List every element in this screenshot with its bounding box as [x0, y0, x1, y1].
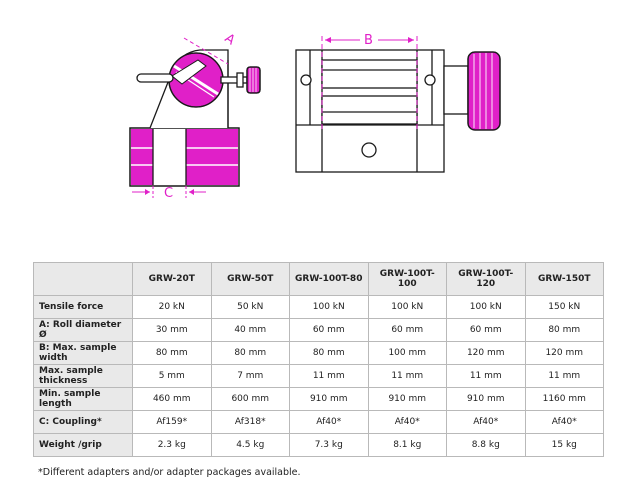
dimension-c [132, 186, 206, 201]
table-cell: Af40* [525, 411, 604, 434]
side-view [130, 50, 260, 186]
dim-c-label: C [164, 186, 174, 201]
table-cell: 100 kN [368, 296, 447, 319]
table-cell: 15 kg [525, 434, 604, 457]
table-cell: 120 mm [525, 342, 604, 365]
row-label: Min. sample length [34, 388, 133, 411]
table-cell: Af40* [368, 411, 447, 434]
table-cell: 60 mm [290, 319, 369, 342]
table-cell: 910 mm [447, 388, 526, 411]
table-cell: 910 mm [368, 388, 447, 411]
table-header-row [34, 263, 604, 296]
table-cell: 8.1 kg [368, 434, 447, 457]
table-row [34, 388, 604, 411]
table-cell: Af318* [211, 411, 290, 434]
table-cell: 11 mm [525, 365, 604, 388]
footnote: *Different adapters and/or adapter packages available. [38, 467, 301, 478]
table-row [34, 365, 604, 388]
table-cell: 30 mm [133, 319, 212, 342]
column-header [34, 263, 133, 296]
table-cell: Af40* [447, 411, 526, 434]
row-label: C: Coupling* [34, 411, 133, 434]
row-label: A: Roll diameter Ø [34, 319, 133, 342]
table-cell: 40 mm [211, 319, 290, 342]
table-cell: 80 mm [211, 342, 290, 365]
table-cell: 11 mm [368, 365, 447, 388]
table-cell: 910 mm [290, 388, 369, 411]
table-cell: 120 mm [447, 342, 526, 365]
front-view [296, 50, 500, 172]
table-cell: 5 mm [133, 365, 212, 388]
table-cell: 11 mm [447, 365, 526, 388]
table-cell: 460 mm [133, 388, 212, 411]
column-header: GRW-100T-120 [447, 263, 526, 296]
table-cell: 11 mm [290, 365, 369, 388]
table-cell: 7 mm [211, 365, 290, 388]
table-cell: 7.3 kg [290, 434, 369, 457]
table-row [34, 296, 604, 319]
table-cell: 20 kN [133, 296, 212, 319]
table-cell: Af40* [290, 411, 369, 434]
dim-b-label: B [364, 33, 373, 48]
table-cell: 100 mm [368, 342, 447, 365]
table-cell: 80 mm [133, 342, 212, 365]
spec-table [33, 262, 604, 457]
table-cell: Af159* [133, 411, 212, 434]
table-row [34, 434, 604, 457]
table-cell: 600 mm [211, 388, 290, 411]
table-cell: 150 kN [525, 296, 604, 319]
table-cell: 1160 mm [525, 388, 604, 411]
table-cell: 100 kN [447, 296, 526, 319]
table-cell: 4.5 kg [211, 434, 290, 457]
table-cell: 60 mm [447, 319, 526, 342]
table-cell: 80 mm [290, 342, 369, 365]
row-label: Weight /grip [34, 434, 133, 457]
row-label: B: Max. sample width [34, 342, 133, 365]
column-header: GRW-100T-80 [290, 263, 369, 296]
column-header: GRW-20T [133, 263, 212, 296]
table-cell: 2.3 kg [133, 434, 212, 457]
table-row [34, 319, 604, 342]
table-cell: 8.8 kg [447, 434, 526, 457]
table-row [34, 342, 604, 365]
column-header: GRW-100T-100 [368, 263, 447, 296]
column-header: GRW-150T [525, 263, 604, 296]
table-cell: 50 kN [211, 296, 290, 319]
dim-a-label: A [221, 30, 238, 49]
table-cell: 60 mm [368, 319, 447, 342]
table-cell: 100 kN [290, 296, 369, 319]
row-label: Tensile force [34, 296, 133, 319]
table-cell: 80 mm [525, 319, 604, 342]
row-label: Max. sample thickness [34, 365, 133, 388]
column-header: GRW-50T [211, 263, 290, 296]
table-row [34, 411, 604, 434]
